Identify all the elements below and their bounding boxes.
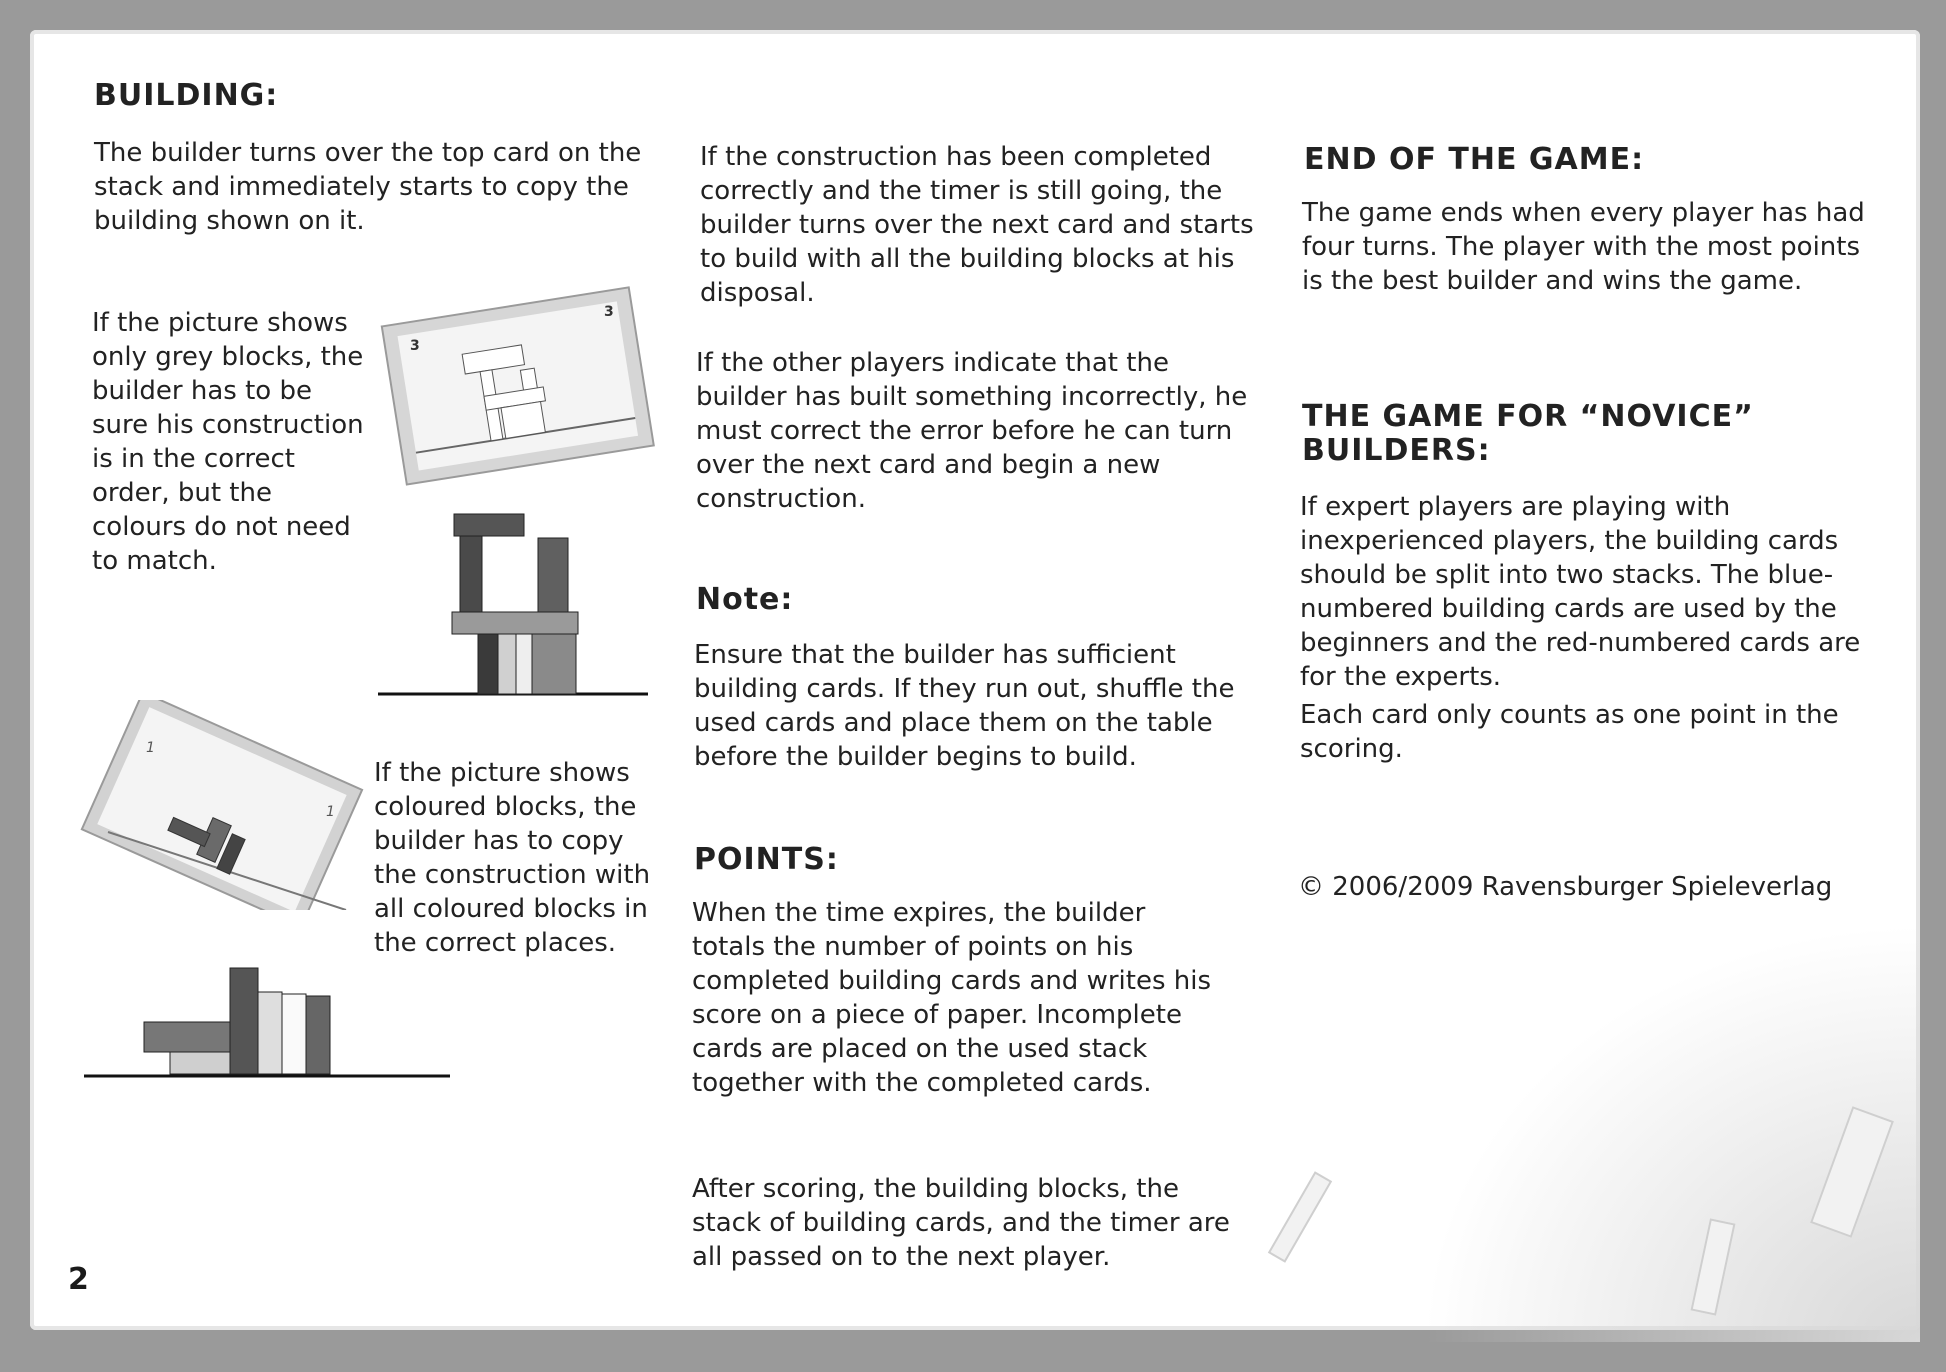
grey-blocks-text: If the picture shows only grey blocks, the builder has to be sure his construction is in the correct order, but the colours do not need to match. <box>92 308 364 576</box>
card-number: 3 <box>604 304 614 320</box>
coloured-blocks-text: If the picture shows coloured blocks, the builder has to copy the construction with all coloured blocks in the correct places. <box>374 758 651 958</box>
novice-text-2: Each card only counts as one point in the scoring. <box>1300 700 1839 764</box>
card-number: 1 <box>146 740 155 756</box>
built-structure-coloured <box>82 958 452 1078</box>
building-heading: BUILDING: <box>94 78 279 113</box>
card-number: 1 <box>326 804 335 820</box>
copyright: © 2006/2009 Ravensburger Spieleverlag <box>1298 872 1833 902</box>
card-number: 3 <box>410 338 420 354</box>
building-card-grey <box>372 276 662 486</box>
novice-text: If expert players are playing with inexperienced players, the building cards should be split into two stacks. The blue-numbered building cards are used by the beginners and the red-numbered cards are for the experts. <box>1300 492 1861 692</box>
built-structure-grey <box>376 508 654 706</box>
points-heading: POINTS: <box>694 842 839 877</box>
points-text: When the time expires, the builder totals the number of points on his completed building cards and writes his score on a piece of paper. Incomplete cards are placed on the used stack together with the completed cards. <box>692 898 1211 1098</box>
building-card-coloured <box>74 700 374 910</box>
note-heading: Note: <box>696 582 794 617</box>
novice-heading: THE GAME FOR “NOVICE” BUILDERS: <box>1302 399 1754 468</box>
completed-paragraph: If the construction has been completed correctly and the timer is still going, the builder turns over the next card and starts to build with all the building blocks at his disposal. <box>700 142 1254 308</box>
building-text: The builder turns over the top card on the stack and immediately starts to copy the building shown on it. <box>94 138 642 236</box>
incorrect-paragraph: If the other players indicate that the builder has built something incorrectly, he must correct the error before he can turn over the next card and begin a new construction. <box>696 348 1248 514</box>
note-text: Ensure that the builder has sufficient building cards. If they run out, shuffle the used cards and place them on the table before the builder begins to build. <box>694 640 1235 772</box>
page-number: 2 <box>68 1262 89 1297</box>
points-text-2: After scoring, the building blocks, the stack of building cards, and the timer are all passed on to the next player. <box>692 1174 1230 1272</box>
end-of-game-heading: END OF THE GAME: <box>1304 142 1645 177</box>
end-of-game-text: The game ends when every player has had four turns. The player with the most points is the best builder and wins the game. <box>1302 198 1865 296</box>
